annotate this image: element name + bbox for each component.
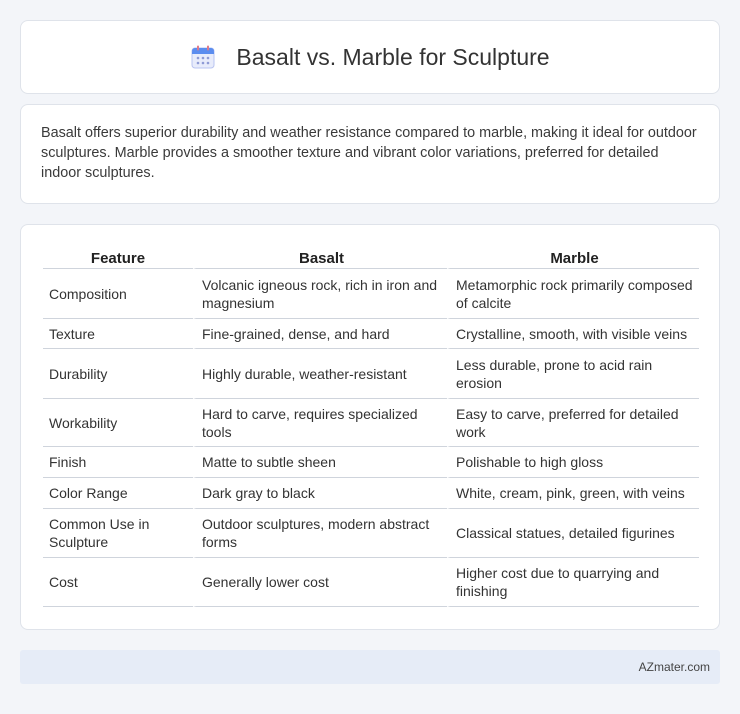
table-row <box>43 478 699 509</box>
marble-cell: Higher cost due to quarrying and finishing <box>447 558 699 607</box>
footer-brand: AZmater.com <box>638 660 710 674</box>
basalt-cell: Fine-grained, dense, and hard <box>193 319 447 349</box>
calendar-icon <box>190 44 216 70</box>
summary-text: Basalt offers superior durability and weather resistance compared to marble, making it ideal for outdoor sculptures. Marble provides a smoother texture and vibrant color variations, preferred for detailed indoor sculptures. <box>41 125 697 181</box>
header-feature: Feature <box>43 247 193 269</box>
table-row <box>43 319 699 349</box>
table-row <box>43 509 699 558</box>
marble-cell: Classical statues, detailed figurines <box>447 509 699 558</box>
table-row <box>43 269 699 319</box>
page-title: Basalt vs. Marble for Sculpture <box>236 43 550 70</box>
basalt-cell: Highly durable, weather-resistant <box>193 349 447 399</box>
basalt-cell: Outdoor sculptures, modern abstract forms <box>193 509 447 558</box>
header-marble: Marble <box>447 247 699 269</box>
marble-cell: Metamorphic rock primarily composed of calcite <box>447 269 699 319</box>
feature-cell: Workability <box>43 399 193 447</box>
marble-cell: Crystalline, smooth, with visible veins <box>447 319 699 349</box>
basalt-cell: Dark gray to black <box>193 478 447 509</box>
title-card <box>20 20 720 94</box>
feature-cell: Finish <box>43 447 193 478</box>
feature-cell: Texture <box>43 319 193 349</box>
basalt-cell: Generally lower cost <box>193 558 447 607</box>
table-row <box>43 447 699 478</box>
feature-cell: Color Range <box>43 478 193 509</box>
header-basalt: Basalt <box>193 247 447 269</box>
summary-card <box>20 104 720 204</box>
feature-cell: Composition <box>43 269 193 319</box>
footer <box>20 650 720 684</box>
table-card <box>20 224 720 630</box>
comparison-table <box>43 247 699 607</box>
basalt-cell: Volcanic igneous rock, rich in iron and magnesium <box>193 269 447 319</box>
basalt-cell: Matte to subtle sheen <box>193 447 447 478</box>
marble-cell: Less durable, prone to acid rain erosion <box>447 349 699 399</box>
marble-cell: Easy to carve, preferred for detailed work <box>447 399 699 447</box>
marble-cell: White, cream, pink, green, with veins <box>447 478 699 509</box>
table-row <box>43 558 699 607</box>
feature-cell: Cost <box>43 558 193 607</box>
feature-cell: Durability <box>43 349 193 399</box>
table-row <box>43 349 699 399</box>
title-wrap <box>190 44 549 71</box>
table-row <box>43 399 699 447</box>
table-header-row <box>43 247 699 269</box>
basalt-cell: Hard to carve, requires specialized tools <box>193 399 447 447</box>
marble-cell: Polishable to high gloss <box>447 447 699 478</box>
feature-cell: Common Use in Sculpture <box>43 509 193 558</box>
